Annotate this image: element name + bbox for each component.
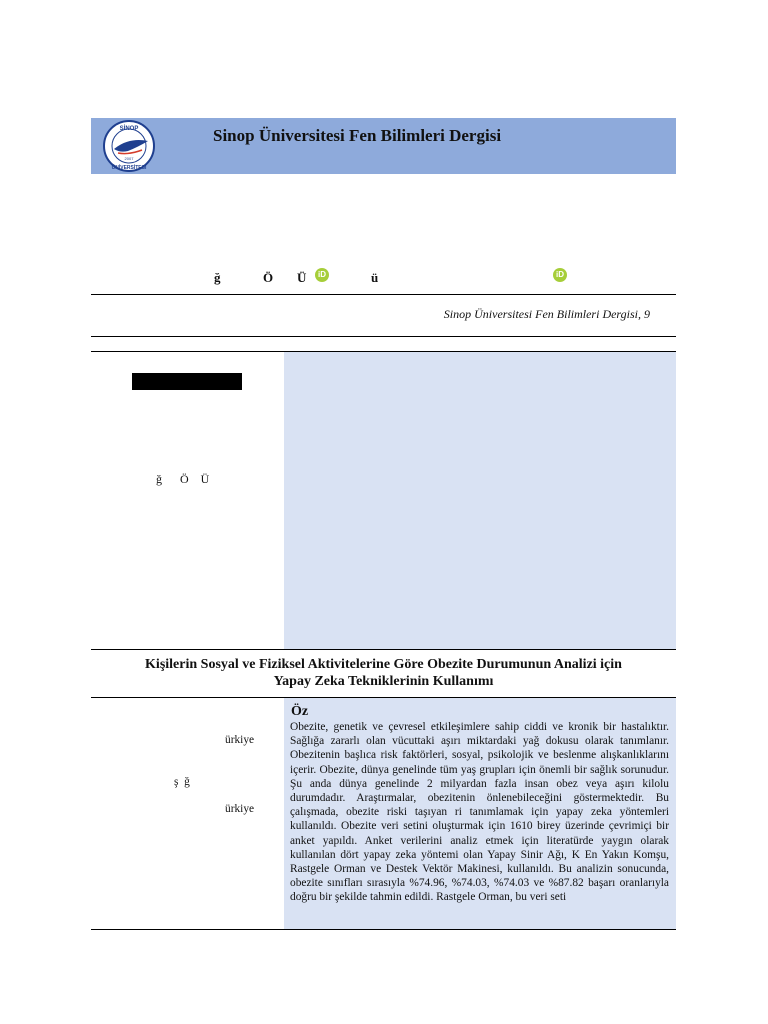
divider xyxy=(91,294,676,295)
divider xyxy=(91,929,676,930)
abstract-text: Obezite, genetik ve çevresel etkileşimlere sahip ciddi ve kronik bir hastalıktır. Sağlığa zararlı olan vücuttaki aşırı miktardaki yağ dokusu olarak tanımlanır. Obezitenin başlıca risk faktörleri, sosyal, psikolojik ve beslenme alışkanlıklarını içerir. Obezite, dünya genelinde tüm yaş grupları için önemli bir sağlık sorunudur. Şu anda dünya genelinde 2 milyardan fazla insan obez veya aşırı kilolu durumdadır. Araştırmalar, obezitenin önlenebileceğini göstermektedir. Bu çalışmada, obezite riski taşıyan ri tanımlamak için yapay zeka yöntemleri kullanıldı. Obezite veri setini oluşturmak için 1610 birey üzerinde çevrimiçi bir anket yapıldı. Anket verilerini analiz etmek için literatürde yaygın olarak kullanılan dört yapay zeka yöntemi olan Yapay Sinir Ağı, K En Yakın Komşu, Rastgele Orman ve Destek Vektör Makinesi, kullanıldı. Bu analizin sonucunda, obezite sınıfları sırasıyla %74.96, %74.03, %74.03 ve %87.82 başarı oranlarıyla doğru bir şekilde tahmin edildi. Rastgele Orman, bu veri seti xyxy=(290,721,669,904)
affiliation-1: ürkiye xyxy=(225,734,255,746)
logo-bottom-text: ÜNİVERSİTESİ xyxy=(111,165,147,171)
orcid-icon[interactable]: iD xyxy=(315,268,329,282)
author-char-4: ü xyxy=(371,270,379,285)
divider xyxy=(91,649,676,650)
author-char-2: Ö xyxy=(263,270,274,285)
citation-line: Sinop Üniversitesi Fen Bilimleri Dergisi, 9 xyxy=(443,307,650,321)
affiliation-3: ürkiye xyxy=(225,803,255,815)
orcid-icon[interactable]: iD xyxy=(553,268,567,282)
info-chars: ğ Ö Ü xyxy=(156,472,210,486)
divider xyxy=(91,336,676,337)
author-char-3: Ü xyxy=(297,270,307,285)
abstract-heading: Öz xyxy=(291,704,309,719)
logo-year: 2007 xyxy=(124,156,134,161)
redacted-block xyxy=(132,373,242,390)
affiliation-2: ş ğ xyxy=(174,776,190,788)
article-title-line-2: Yapay Zeka Tekniklerinin Kullanımı xyxy=(273,674,494,689)
author-char-1: ğ xyxy=(214,270,221,285)
logo-top-text: SİNOP xyxy=(119,126,139,132)
article-title-line-1: Kişilerin Sosyal ve Fiziksel Aktivitelerine Göre Obezite Durumunun Analizi için xyxy=(145,657,622,672)
university-logo xyxy=(98,119,160,173)
journal-title: Sinop Üniversitesi Fen Bilimleri Dergisi xyxy=(213,126,502,145)
article-info-panel xyxy=(284,352,676,649)
article-title xyxy=(91,656,676,690)
